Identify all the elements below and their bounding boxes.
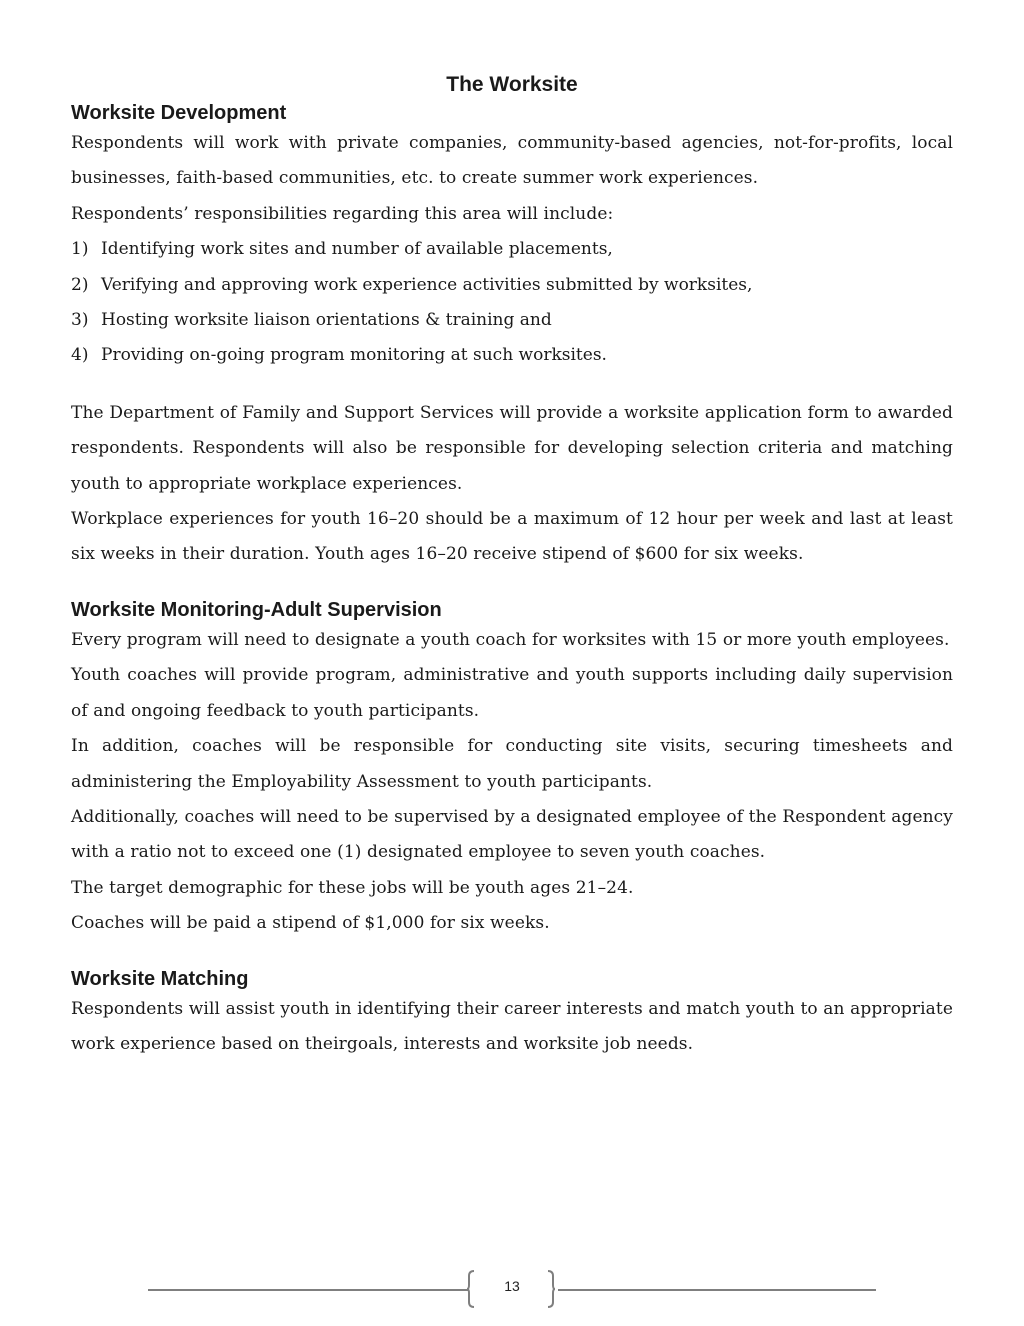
spacer [71, 573, 953, 597]
list-item-number: 1) [71, 239, 89, 260]
paragraph: Respondents’ responsibilities regarding this area will include: [71, 203, 614, 224]
section-heading-worksite-monitoring: Worksite Monitoring-Adult Supervision [71, 598, 442, 621]
paragraph: The Department of Family and Support Services will provide a worksite application form to awarded respondents. Respondents will also be responsible for developing selection criteria and matching youth to appropriate workplace experiences. [71, 402, 953, 494]
paragraph: Every program will need to designate a youth coach for worksites with 15 or more youth employees. [71, 629, 950, 650]
spacer [71, 374, 953, 396]
paragraph: Respondents will assist youth in identifying their career interests and match youth to an appropriate work experience based on theirgoals, interests and worksite job needs. [71, 998, 953, 1054]
paragraph: Coaches will be paid a stipend of $1,000 for six weeks. [71, 913, 550, 934]
paragraph: Workplace experiences for youth 16–20 should be a maximum of 12 hour per week and last at least six weeks in their duration. Youth ages 16–20 receive stipend of $600 for six weeks. [71, 509, 953, 565]
footer-rule-left [148, 1289, 468, 1291]
page-number: 13 [504, 1278, 520, 1294]
list-item-text: Verifying and approving work experience activities submitted by worksites, [101, 274, 753, 295]
section-heading-worksite-development: Worksite Development [71, 102, 287, 124]
page-title: The Worksite [446, 73, 578, 96]
list-item-text: Providing on-going program monitoring at such worksites. [101, 345, 607, 366]
list-item [71, 268, 953, 303]
paragraph: Respondents will work with private companies, community-based agencies, not-for-profits, local businesses, faith-based communities, etc. to create summer work experiences. [71, 133, 953, 189]
spacer [71, 942, 953, 966]
list-item [71, 303, 953, 338]
list-item-text: Identifying work sites and number of available placements, [101, 239, 613, 260]
left-bracket-icon [466, 1270, 476, 1308]
list-item-number: 2) [71, 274, 89, 295]
paragraph: The target demographic for these jobs will be youth ages 21–24. [71, 877, 634, 898]
paragraph: In addition, coaches will be responsible for conducting site visits, securing timesheets and administering the Employability Assessment to youth participants. [71, 736, 953, 792]
paragraph: Youth coaches will provide program, administrative and youth supports including daily supervision of and ongoing feedback to youth participants. [71, 665, 953, 721]
list-item-number: 3) [71, 310, 89, 331]
page-footer [148, 1270, 876, 1310]
responsibilities-list [71, 232, 953, 374]
footer-rule-right [558, 1289, 876, 1291]
section-heading-worksite-matching: Worksite Matching [71, 967, 249, 990]
paragraph: Additionally, coaches will need to be supervised by a designated employee of the Respondent agency with a ratio not to exceed one (1) designated employee to seven youth coaches. [71, 806, 953, 863]
list-item [71, 232, 953, 267]
list-item-text: Hosting worksite liaison orientations & training and [101, 310, 552, 331]
document-page [71, 70, 953, 1062]
list-item-number: 4) [71, 345, 89, 366]
list-item [71, 338, 953, 373]
right-bracket-icon [546, 1270, 556, 1308]
